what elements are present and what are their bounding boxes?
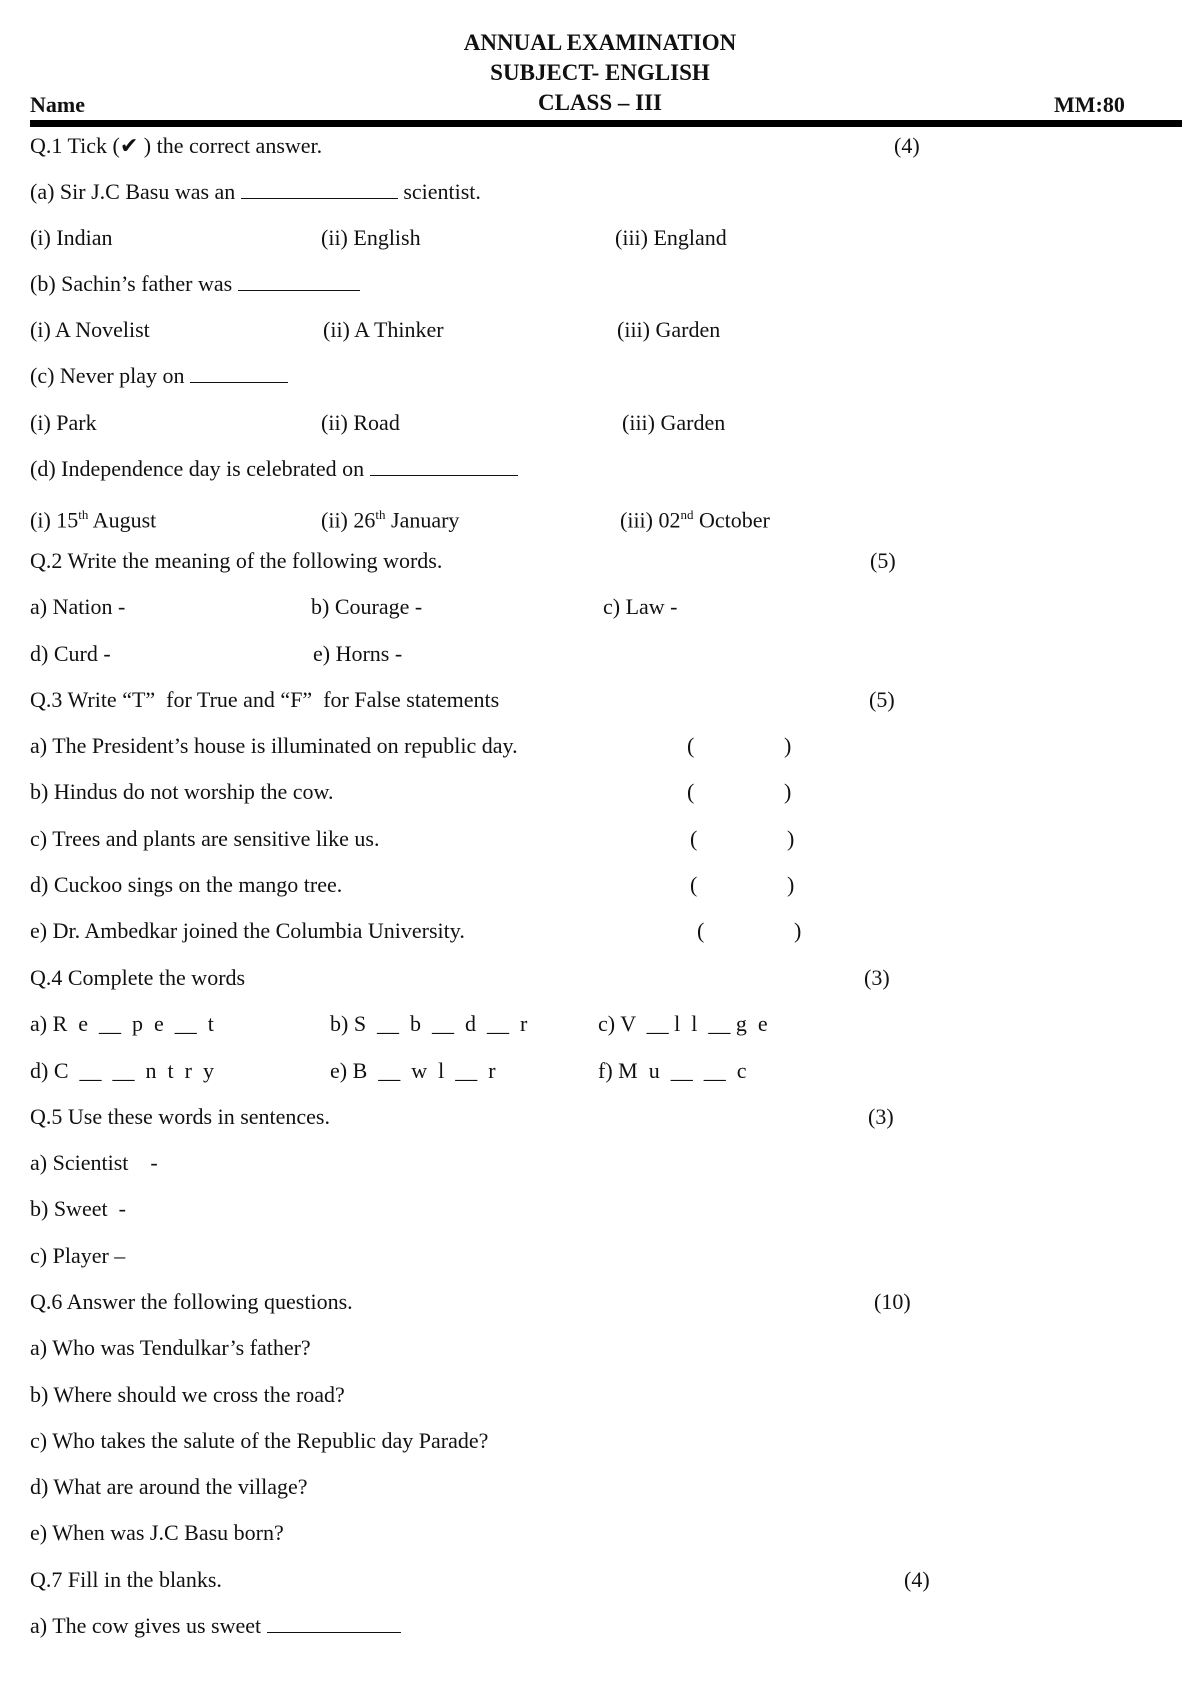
q3-title: Q.3 Write “T” for True and “F” for False statements [30,687,500,712]
q3-statement: c) Trees and plants are sensitive like us. [30,826,380,851]
q1d-text: (d) Independence day is celebrated on [30,456,370,481]
q6-title: Q.6 Answer the following questions. [30,1289,353,1314]
q4-word: f) M u __ __ c [598,1058,747,1083]
q1d-option-3-sup: nd [680,507,694,522]
q1a-text: (a) Sir J.C Basu was an [30,179,241,204]
q1d-option-2-sup: th [375,507,386,522]
q2-title: Q.2 Write the meaning of the following words. [30,548,443,573]
q1c-option-3: (iii) Garden [622,410,726,435]
q6-item: d) What are around the village? [30,1474,308,1499]
q2-word: a) Nation - [30,594,126,619]
q7-title: Q.7 Fill in the blanks. [30,1567,222,1592]
q3-answer-open: ( [687,779,695,804]
q2-word: e) Horns - [313,641,403,666]
q1c-option-2: (ii) Road [321,410,400,435]
q1a-option-1: (i) Indian [30,225,113,250]
q1b-option-3: (iii) Garden [617,317,721,342]
q1d-option-1-sup: th [78,507,89,522]
q1d-option-3-text: (iii) 02 [620,507,681,533]
q1b-question [30,270,360,298]
q2-marks: (5) [870,548,896,573]
q1a-question [30,178,481,206]
q5-title: Q.5 Use these words in sentences. [30,1104,330,1129]
q1d-blank [370,455,518,476]
q1c-option-1: (i) Park [30,410,97,435]
q1a-option-2: (ii) English [321,225,421,250]
q2-word: b) Courage - [311,594,423,619]
q3-answer-open: ( [697,918,705,943]
q5-item: a) Scientist - [30,1150,158,1175]
q1a-option-3: (iii) England [615,225,727,250]
exam-title: ANNUAL EXAMINATION [463,30,737,55]
q1a-blank [241,178,398,199]
q3-answer-close: ) [784,779,792,804]
q2-word: c) Law - [603,594,678,619]
q6-marks: (10) [874,1289,911,1314]
q5-marks: (3) [868,1104,894,1129]
q4-title: Q.4 Complete the words [30,965,246,990]
q5-item: b) Sweet - [30,1196,126,1221]
q6-item: e) When was J.C Basu born? [30,1520,284,1545]
q3-answer-open: ( [690,872,698,897]
q3-marks: (5) [869,687,895,712]
q1d-option-3-text-end: October [693,507,770,533]
q1-title: Q.1 Tick (✔ ) the correct answer. [30,133,323,158]
q1-marks: (4) [894,133,920,158]
header-divider [30,120,1182,127]
q1c-text: (c) Never play on [30,363,191,388]
q1c-question [30,362,288,390]
q3-statement: a) The President’s house is illuminated on republic day. [30,733,518,758]
q4-marks: (3) [864,965,890,990]
q1d-option-1-text-end: August [88,507,157,533]
q7-marks: (4) [904,1567,930,1592]
q3-answer-close: ) [794,918,802,943]
q7-item [30,1612,401,1640]
q4-word: e) B __ w l __ r [330,1058,496,1083]
q3-statement: d) Cuckoo sings on the mango tree. [30,872,343,897]
q1d-option-2-text: (ii) 26 [321,507,376,533]
q3-answer-open: ( [687,733,695,758]
q6-item: c) Who takes the salute of the Republic day Parade? [30,1428,489,1453]
q1b-blank [238,270,360,291]
q1b-option-1: (i) A Novelist [30,317,150,342]
q1d-option-1-text: (i) 15 [30,507,79,533]
max-marks: MM:80 [1054,92,1125,117]
q4-word: b) S __ b __ d __ r [330,1011,528,1036]
q6-item: b) Where should we cross the road? [30,1382,345,1407]
q4-word: d) C __ __ n t r y [30,1058,214,1083]
q7-blank [267,1612,401,1633]
q5-item: c) Player – [30,1243,126,1268]
q2-word: d) Curd - [30,641,111,666]
q7-item-text: a) The cow gives us sweet [30,1613,267,1638]
q1d-option-3 [620,501,770,534]
q1d-option-2 [321,501,459,534]
q4-word: a) R e __ p e __ t [30,1011,214,1036]
q3-answer-close: ) [787,872,795,897]
q1a-text-end: scientist. [397,179,481,204]
name-label: Name [30,92,85,117]
q3-statement: b) Hindus do not worship the cow. [30,779,334,804]
q1d-option-2-text-end: January [385,507,460,533]
q4-word: c) V __ l l __ g e [598,1011,768,1036]
q3-answer-close: ) [784,733,792,758]
subject-label: SUBJECT- ENGLISH [490,60,710,85]
q3-answer-open: ( [690,826,698,851]
q1d-question [30,455,518,483]
q1b-option-2: (ii) A Thinker [323,317,444,342]
q1b-text: (b) Sachin’s father was [30,271,238,296]
q1c-blank [190,362,288,383]
q6-item: a) Who was Tendulkar’s father? [30,1335,311,1360]
class-label: CLASS – III [538,90,662,115]
q3-statement: e) Dr. Ambedkar joined the Columbia University. [30,918,465,943]
q1d-option-1 [30,501,156,534]
q3-answer-close: ) [787,826,795,851]
